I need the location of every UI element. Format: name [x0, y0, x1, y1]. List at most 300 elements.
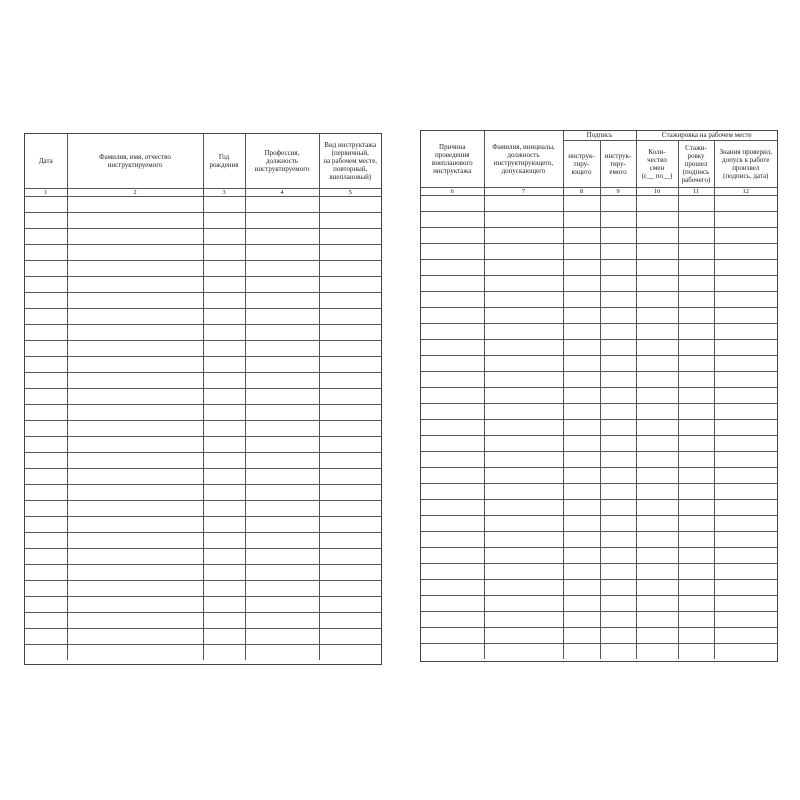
header-full-name: Фамилия, имя, отчество инструктируемого	[67, 134, 203, 188]
table-cell	[636, 403, 678, 419]
table-cell	[67, 308, 203, 324]
table-cell	[678, 387, 714, 403]
right-journal-page	[420, 130, 778, 662]
left-journal-table	[25, 134, 381, 660]
table-cell	[563, 611, 600, 627]
table-cell	[421, 419, 484, 435]
column-number: 10	[636, 187, 678, 195]
table-cell	[245, 532, 319, 548]
table-cell	[600, 371, 636, 387]
table-cell	[245, 452, 319, 468]
table-row	[421, 371, 777, 387]
column-number: 8	[563, 187, 600, 195]
table-row	[25, 596, 381, 612]
table-cell	[245, 484, 319, 500]
table-cell	[714, 595, 777, 611]
table-cell	[600, 611, 636, 627]
table-cell	[421, 467, 484, 483]
table-cell	[67, 404, 203, 420]
table-cell	[636, 387, 678, 403]
table-cell	[600, 355, 636, 371]
table-cell	[484, 355, 563, 371]
table-cell	[714, 371, 777, 387]
table-cell	[678, 579, 714, 595]
header-internship-group: Стажировка на рабочем месте	[636, 131, 777, 140]
table-cell	[67, 500, 203, 516]
table-cell	[636, 211, 678, 227]
table-cell	[714, 563, 777, 579]
table-cell	[319, 212, 381, 228]
table-cell	[714, 339, 777, 355]
table-cell	[563, 291, 600, 307]
table-cell	[245, 228, 319, 244]
table-cell	[203, 244, 245, 260]
table-cell	[600, 627, 636, 643]
header-signature-instructed: инструк- тиру- емого	[600, 140, 636, 187]
table-cell	[678, 339, 714, 355]
table-cell	[319, 564, 381, 580]
table-cell	[563, 627, 600, 643]
table-cell	[67, 628, 203, 644]
table-cell	[245, 324, 319, 340]
table-row	[25, 212, 381, 228]
table-cell	[714, 211, 777, 227]
table-row	[25, 484, 381, 500]
table-cell	[25, 308, 67, 324]
table-cell	[678, 323, 714, 339]
table-cell	[319, 532, 381, 548]
table-row	[25, 292, 381, 308]
table-cell	[67, 516, 203, 532]
table-cell	[319, 580, 381, 596]
table-cell	[67, 564, 203, 580]
table-cell	[563, 499, 600, 515]
table-cell	[25, 324, 67, 340]
table-cell	[714, 291, 777, 307]
table-cell	[636, 371, 678, 387]
table-cell	[245, 564, 319, 580]
table-cell	[636, 515, 678, 531]
table-cell	[636, 339, 678, 355]
table-cell	[319, 644, 381, 660]
table-cell	[245, 372, 319, 388]
table-cell	[25, 516, 67, 532]
table-cell	[25, 628, 67, 644]
table-row	[25, 196, 381, 212]
table-cell	[203, 372, 245, 388]
table-row	[421, 195, 777, 211]
table-cell	[484, 595, 563, 611]
table-cell	[421, 451, 484, 467]
table-cell	[203, 340, 245, 356]
table-cell	[203, 452, 245, 468]
table-row	[421, 611, 777, 627]
table-cell	[563, 515, 600, 531]
table-cell	[203, 404, 245, 420]
table-cell	[421, 339, 484, 355]
table-row	[421, 419, 777, 435]
table-cell	[563, 323, 600, 339]
column-number: 7	[484, 187, 563, 195]
table-cell	[600, 643, 636, 659]
table-cell	[421, 195, 484, 211]
table-cell	[421, 579, 484, 595]
table-cell	[714, 307, 777, 323]
table-cell	[678, 483, 714, 499]
table-cell	[67, 436, 203, 452]
table-row	[25, 260, 381, 276]
table-cell	[25, 212, 67, 228]
left-table-body	[25, 196, 381, 660]
table-cell	[484, 499, 563, 515]
table-cell	[421, 499, 484, 515]
table-cell	[636, 531, 678, 547]
table-cell	[600, 403, 636, 419]
table-row	[25, 548, 381, 564]
table-cell	[600, 339, 636, 355]
table-cell	[636, 483, 678, 499]
table-cell	[421, 307, 484, 323]
table-cell	[421, 355, 484, 371]
table-cell	[678, 259, 714, 275]
table-cell	[203, 324, 245, 340]
table-cell	[678, 227, 714, 243]
table-cell	[421, 227, 484, 243]
table-cell	[25, 548, 67, 564]
table-cell	[67, 228, 203, 244]
table-cell	[25, 244, 67, 260]
table-cell	[714, 483, 777, 499]
table-cell	[600, 579, 636, 595]
table-cell	[25, 260, 67, 276]
table-cell	[484, 627, 563, 643]
table-cell	[203, 468, 245, 484]
table-cell	[678, 499, 714, 515]
table-cell	[484, 323, 563, 339]
header-date: Дата	[25, 134, 67, 188]
table-cell	[484, 195, 563, 211]
table-cell	[563, 355, 600, 371]
table-cell	[67, 644, 203, 660]
table-cell	[25, 580, 67, 596]
table-cell	[203, 212, 245, 228]
table-cell	[25, 436, 67, 452]
table-cell	[636, 499, 678, 515]
table-row	[421, 403, 777, 419]
table-cell	[484, 275, 563, 291]
table-cell	[203, 500, 245, 516]
column-number: 4	[245, 188, 319, 196]
table-cell	[563, 563, 600, 579]
table-cell	[25, 292, 67, 308]
table-cell	[421, 643, 484, 659]
table-row	[25, 564, 381, 580]
table-cell	[25, 452, 67, 468]
table-cell	[484, 227, 563, 243]
table-row	[421, 339, 777, 355]
table-cell	[203, 356, 245, 372]
table-cell	[563, 595, 600, 611]
table-cell	[600, 275, 636, 291]
table-cell	[484, 211, 563, 227]
table-row	[421, 259, 777, 275]
table-cell	[421, 595, 484, 611]
table-cell	[714, 467, 777, 483]
table-cell	[678, 403, 714, 419]
table-cell	[600, 515, 636, 531]
column-number: 6	[421, 187, 484, 195]
table-cell	[319, 308, 381, 324]
table-cell	[563, 339, 600, 355]
table-cell	[203, 292, 245, 308]
column-number: 9	[600, 187, 636, 195]
table-cell	[25, 388, 67, 404]
table-cell	[319, 500, 381, 516]
table-row	[421, 627, 777, 643]
table-cell	[678, 515, 714, 531]
table-cell	[203, 196, 245, 212]
table-cell	[600, 259, 636, 275]
table-row	[421, 307, 777, 323]
table-cell	[67, 292, 203, 308]
table-cell	[245, 260, 319, 276]
table-cell	[67, 212, 203, 228]
table-row	[25, 516, 381, 532]
table-cell	[319, 548, 381, 564]
table-cell	[484, 451, 563, 467]
table-cell	[421, 483, 484, 499]
table-cell	[421, 243, 484, 259]
header-instruction-type: Вид инструктажа (первичный, на рабочем месте, повторный, внеплановый)	[319, 134, 381, 188]
table-cell	[203, 644, 245, 660]
header-signature-group: Подпись	[563, 131, 636, 140]
table-row	[421, 243, 777, 259]
table-cell	[484, 435, 563, 451]
table-cell	[714, 435, 777, 451]
column-number: 12	[714, 187, 777, 195]
table-cell	[636, 627, 678, 643]
table-cell	[484, 419, 563, 435]
table-row	[25, 324, 381, 340]
table-row	[421, 451, 777, 467]
table-cell	[67, 548, 203, 564]
table-cell	[319, 388, 381, 404]
header-signature-instructor: инструк- тиру- ющего	[563, 140, 600, 187]
table-cell	[563, 483, 600, 499]
table-cell	[636, 419, 678, 435]
table-cell	[484, 403, 563, 419]
table-cell	[203, 596, 245, 612]
table-cell	[484, 307, 563, 323]
table-cell	[714, 643, 777, 659]
header-birth-year: Год рождения	[203, 134, 245, 188]
table-cell	[678, 195, 714, 211]
table-cell	[203, 548, 245, 564]
right-journal-table	[421, 131, 777, 659]
table-cell	[563, 243, 600, 259]
table-cell	[421, 403, 484, 419]
table-cell	[67, 612, 203, 628]
header-knowledge-checked: Знания проверил, допуск к работе произвел (подпись, дата)	[714, 140, 777, 187]
table-row	[421, 595, 777, 611]
table-cell	[421, 323, 484, 339]
table-cell	[714, 387, 777, 403]
table-cell	[421, 547, 484, 563]
table-cell	[25, 276, 67, 292]
table-cell	[678, 611, 714, 627]
table-cell	[484, 243, 563, 259]
table-cell	[319, 292, 381, 308]
table-cell	[600, 499, 636, 515]
table-cell	[678, 355, 714, 371]
table-cell	[636, 611, 678, 627]
table-cell	[67, 276, 203, 292]
table-cell	[67, 484, 203, 500]
table-cell	[600, 195, 636, 211]
table-cell	[245, 612, 319, 628]
table-cell	[25, 228, 67, 244]
table-cell	[203, 580, 245, 596]
table-cell	[25, 564, 67, 580]
table-row	[25, 420, 381, 436]
table-row	[25, 388, 381, 404]
table-cell	[25, 484, 67, 500]
table-cell	[245, 468, 319, 484]
table-cell	[245, 292, 319, 308]
table-cell	[600, 483, 636, 499]
table-cell	[714, 579, 777, 595]
table-row	[25, 468, 381, 484]
table-cell	[203, 228, 245, 244]
table-row	[421, 355, 777, 371]
table-cell	[600, 563, 636, 579]
table-cell	[563, 275, 600, 291]
table-cell	[563, 419, 600, 435]
table-cell	[203, 612, 245, 628]
table-cell	[245, 212, 319, 228]
table-cell	[484, 531, 563, 547]
table-row	[25, 228, 381, 244]
table-row	[421, 435, 777, 451]
table-cell	[636, 307, 678, 323]
table-cell	[600, 243, 636, 259]
table-cell	[25, 532, 67, 548]
table-cell	[563, 259, 600, 275]
table-cell	[563, 579, 600, 595]
table-row	[421, 211, 777, 227]
table-cell	[25, 420, 67, 436]
table-cell	[600, 227, 636, 243]
table-row	[421, 643, 777, 659]
table-cell	[714, 611, 777, 627]
table-cell	[563, 211, 600, 227]
table-cell	[678, 595, 714, 611]
table-cell	[563, 371, 600, 387]
table-cell	[678, 419, 714, 435]
table-cell	[25, 340, 67, 356]
table-cell	[636, 243, 678, 259]
table-cell	[67, 596, 203, 612]
table-cell	[421, 291, 484, 307]
table-cell	[714, 419, 777, 435]
table-cell	[319, 356, 381, 372]
table-cell	[245, 244, 319, 260]
table-cell	[484, 339, 563, 355]
table-cell	[484, 579, 563, 595]
table-cell	[636, 195, 678, 211]
table-cell	[636, 563, 678, 579]
table-cell	[203, 436, 245, 452]
table-cell	[600, 211, 636, 227]
table-cell	[636, 291, 678, 307]
table-cell	[67, 244, 203, 260]
header-instructor-name: Фамилия, инициалы, должность инструктирующего, допускающего	[484, 131, 563, 187]
table-cell	[484, 467, 563, 483]
table-row	[25, 644, 381, 660]
table-cell	[678, 435, 714, 451]
table-cell	[678, 371, 714, 387]
table-cell	[319, 324, 381, 340]
table-cell	[600, 387, 636, 403]
table-cell	[484, 483, 563, 499]
table-cell	[25, 468, 67, 484]
table-cell	[563, 643, 600, 659]
table-cell	[319, 372, 381, 388]
table-cell	[678, 563, 714, 579]
table-cell	[714, 323, 777, 339]
table-cell	[203, 260, 245, 276]
table-cell	[421, 531, 484, 547]
table-row	[421, 291, 777, 307]
table-cell	[25, 596, 67, 612]
table-row	[421, 547, 777, 563]
table-cell	[714, 627, 777, 643]
column-number: 1	[25, 188, 67, 196]
table-cell	[67, 420, 203, 436]
table-cell	[678, 643, 714, 659]
table-cell	[714, 403, 777, 419]
table-cell	[563, 227, 600, 243]
table-cell	[636, 435, 678, 451]
table-cell	[600, 323, 636, 339]
table-cell	[678, 211, 714, 227]
table-cell	[714, 451, 777, 467]
table-row	[25, 356, 381, 372]
table-row	[25, 244, 381, 260]
table-cell	[67, 324, 203, 340]
table-cell	[678, 531, 714, 547]
right-table-body	[421, 195, 777, 659]
table-cell	[319, 404, 381, 420]
table-cell	[421, 563, 484, 579]
table-cell	[25, 372, 67, 388]
table-cell	[319, 340, 381, 356]
table-cell	[421, 387, 484, 403]
table-row	[421, 515, 777, 531]
table-cell	[714, 355, 777, 371]
table-row	[421, 227, 777, 243]
table-cell	[484, 515, 563, 531]
table-cell	[67, 388, 203, 404]
table-cell	[484, 547, 563, 563]
table-cell	[67, 260, 203, 276]
table-cell	[484, 611, 563, 627]
table-cell	[600, 595, 636, 611]
table-row	[25, 612, 381, 628]
table-row	[421, 387, 777, 403]
table-cell	[203, 532, 245, 548]
table-cell	[319, 260, 381, 276]
